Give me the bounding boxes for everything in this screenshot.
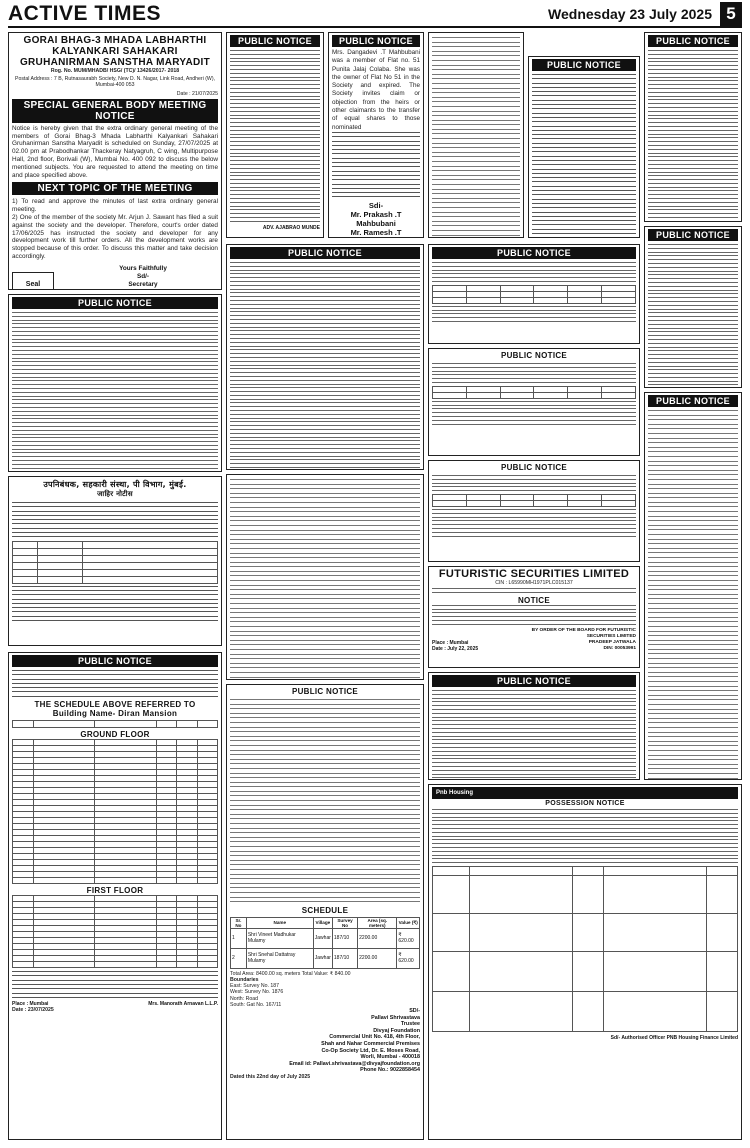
- shiv-sai-title: PUBLIC NOTICE: [432, 675, 636, 687]
- schedule-heading: THE SCHEDULE ABOVE REFERRED TO: [34, 700, 196, 710]
- public-notice-a-advocate: ADV. AJABRAO MUNDE: [262, 224, 320, 231]
- notice-lost-2-title: PUBLIC NOTICE: [500, 351, 568, 360]
- notice-lost-certificate-3: [428, 460, 640, 562]
- ctaglobal-text: [230, 262, 420, 470]
- shop-notice: [226, 474, 424, 680]
- schedule-total: Total Area: 8400.00 sq. meters Total Value: ₹ 840.00: [230, 970, 351, 977]
- schedule-header-row: [231, 917, 420, 928]
- futuristic-signoff: [432, 628, 636, 652]
- futuristic-cin: CIN : L65990MH1971PLC015137: [495, 580, 573, 586]
- table-row: [231, 948, 420, 968]
- society-title: GORAI BHAG-3 MHADA LABHARTHI KALYANKARI SAHAKARI GRUHANIRMAN SANSTHA MARYADIT: [19, 35, 211, 68]
- pnb-title: POSSESSION NOTICE: [545, 800, 625, 807]
- public-notice-c-title: PUBLIC NOTICE: [648, 35, 738, 47]
- shabana-text: [432, 37, 520, 238]
- next-topic-title: NEXT TOPIC OF THE MEETING: [12, 182, 218, 195]
- col-area: Area (sq. meters): [358, 917, 397, 928]
- public-notice-b-text: [532, 74, 636, 238]
- row1-name: Shri Vineet Madhukar Mulamy: [246, 928, 313, 948]
- pnb-table: [432, 866, 738, 1032]
- divyaj-addr-1: Commercial Unit No. 418, 4th Floor,: [329, 1034, 420, 1041]
- ctaglobal-title: PUBLIC NOTICE: [230, 247, 420, 259]
- futuristic-din: DIN: 00053991: [603, 645, 636, 651]
- row1-survey: 187/10: [332, 928, 357, 948]
- diran-date: Date : 23/07/2025: [12, 1007, 54, 1014]
- society-reg: Rog. No. MUM/MHADB/ HSG/ (TC)/ 13426/2017- 2018: [50, 68, 180, 74]
- society-meeting-notice: [8, 32, 222, 290]
- pnb-possession-notice: [428, 784, 742, 1140]
- diran-place: Place : Mumbai: [12, 1001, 49, 1008]
- divyaj-notice: [226, 684, 424, 1140]
- divyaj-trust: Divyaj Foundation: [373, 1027, 420, 1034]
- divyaj-dated: Dated this 22nd day of July 2025: [230, 1073, 311, 1080]
- shabana-notice: [428, 32, 524, 238]
- public-notice-e-text: [648, 244, 738, 388]
- marathi-notice: [8, 476, 222, 646]
- mahbubani-name-1: Mr. Prakash .T Mahbubani: [350, 209, 402, 228]
- society-seal: Seal: [12, 272, 54, 290]
- divyaj-sd: SD/-: [409, 1007, 420, 1014]
- mahbubani-notice: [328, 32, 424, 238]
- futuristic-date: Date : July 22, 2025: [432, 645, 479, 652]
- yours-faithfully: Yours Faithfully: [119, 264, 167, 272]
- issue-date: Wednesday 23 July 2025: [548, 6, 712, 22]
- public-notice-d-text: [12, 312, 218, 472]
- public-notice-e: [644, 226, 742, 388]
- notice-lost-3-table: [432, 494, 636, 507]
- divyaj-addr-2: Shah and Nahar Commercial Premises: [321, 1040, 420, 1047]
- masthead-right: [548, 2, 742, 26]
- shiv-sai-text: [432, 690, 636, 778]
- futuristic-notice-title: NOTICE: [517, 595, 551, 605]
- notice-lost-3-text-2: [432, 509, 636, 537]
- marathi-title: उपनिबंधक, सहकारी संस्था, पी विभाग, मुंबई.: [43, 480, 187, 489]
- first-floor-label: FIRST FLOOR: [86, 886, 144, 896]
- pnb-signer: Sd/- Authorised Officer PNB Housing Finance Limited: [610, 1034, 738, 1041]
- divyaj-signoff: [230, 1008, 420, 1074]
- futuristic-director: PRADEEP JATWALA: [588, 639, 636, 645]
- public-notice-f-title: PUBLIC NOTICE: [648, 395, 738, 407]
- society-address: Postal Address : 7 B, Rutnasaurabh Society, New D. N. Nagar, Link Road, Andheri (W), Mumbai-400 053: [14, 76, 215, 89]
- schedule-header-table: [12, 720, 218, 728]
- mahbubani-intro: Mrs. Dangadevi .T Mahbubani was a member of Flat no. 51 Punita Jalaj Colaba. She was the owner of Flat No 51 in the Society and expired. The Society invites claim or objection from the heirs or other claimants to the transfer of equal shares to those nominated: [332, 49, 420, 131]
- marathi-subtitle: जाहिर नोटीस: [97, 490, 133, 498]
- ground-floor-label: GROUND FLOOR: [80, 730, 150, 740]
- public-notice-a: [226, 32, 324, 238]
- secretary-label: Secretary: [128, 280, 158, 288]
- mahbubani-title: PUBLIC NOTICE: [332, 35, 420, 47]
- public-notice-d: [8, 294, 222, 472]
- notice-lost-certificate-2: [428, 348, 640, 456]
- divyaj-addr-3: Co-Op Society Ltd, Dr. E. Moses Road,: [321, 1047, 420, 1054]
- futuristic-notice: [428, 566, 640, 668]
- diran-notice-title: PUBLIC NOTICE: [12, 655, 218, 667]
- notice-lost-title: PUBLIC NOTICE: [432, 247, 636, 259]
- first-floor-table: [12, 895, 218, 968]
- special-meeting-title: SPECIAL GENERAL BODY MEETING NOTICE: [12, 99, 218, 123]
- public-notice-f: [644, 392, 742, 780]
- col-village: Village: [313, 917, 332, 928]
- page-number: 5: [720, 2, 742, 26]
- marathi-table: [12, 541, 218, 584]
- notice-lost-2-table: [432, 386, 636, 399]
- divyaj-phone: Phone No.: 9022858454: [360, 1067, 420, 1074]
- ctaglobal-notice: [226, 244, 424, 470]
- public-notice-b: [528, 56, 640, 238]
- pnb-text: [432, 809, 738, 863]
- divyaj-title: PUBLIC NOTICE: [291, 687, 359, 696]
- divyaj-email: Email id: Pallavi.shrivastava@divyajfoundation.org: [289, 1060, 420, 1067]
- futuristic-name: FUTURISTIC SECURITIES LIMITED: [438, 568, 630, 580]
- notice-lost-text: [432, 262, 636, 282]
- boundary-north: North: Road: [230, 995, 258, 1002]
- public-notice-d-title: PUBLIC NOTICE: [12, 297, 218, 309]
- row2-area: 2200.00: [358, 948, 397, 968]
- divyaj-text: [230, 699, 420, 902]
- diran-notice-text-2: [12, 971, 218, 998]
- boundary-west: West: Survey No. 1876: [230, 989, 284, 996]
- marathi-text-2: [12, 586, 218, 621]
- row1-area: 2200.00: [358, 928, 397, 948]
- schedule-title: SCHEDULE: [301, 905, 349, 915]
- row1-sr: 1: [231, 928, 247, 948]
- boundaries-title: Boundaries: [230, 976, 259, 983]
- newspaper-name: ACTIVE TIMES: [8, 2, 162, 25]
- diran-mansion-notice: [8, 652, 222, 1140]
- society-date: Date : 21/07/2025: [176, 90, 218, 97]
- masthead: [8, 2, 742, 28]
- notice-lost-certificate: [428, 244, 640, 344]
- public-notice-a-text: [230, 50, 320, 222]
- boundary-east: East: Survey No. 187: [230, 983, 280, 990]
- marathi-text: [12, 502, 218, 537]
- agenda-item-2: 2) One of the member of the society Mr. Arjun J. Sawant has filed a suit against the society and the developer. Therefore, court's order dated 17/06/2025 has instructed the society and developer for any development work till further orders. All the development works are stopped because of this order. To discuss this matter and take decision accordingly.: [12, 213, 218, 260]
- futuristic-address: [432, 588, 636, 593]
- diran-notice-text: [12, 670, 218, 697]
- row1-village: Jawhar: [313, 928, 332, 948]
- col-value: Value (₹): [397, 917, 420, 928]
- notice-lost-table: [432, 285, 636, 304]
- shiv-sai-notice: [428, 672, 640, 780]
- pnb-logo: Pnb Housing: [436, 790, 473, 796]
- futuristic-place-date: [432, 640, 478, 652]
- ground-floor-table: [12, 739, 218, 884]
- row2-sr: 2: [231, 948, 247, 968]
- row2-name: Shri Snehal Dattatray Mulamy: [246, 948, 313, 968]
- row1-value: ₹ 620.00: [397, 928, 420, 948]
- table-row: [231, 928, 420, 948]
- divyaj-signer-role: Trustee: [400, 1021, 420, 1028]
- society-signoff-row: [12, 265, 218, 290]
- notice-lost-text-2: [432, 306, 636, 322]
- notice-lost-3-text: [432, 475, 636, 491]
- pnb-header-bar: [432, 787, 738, 799]
- notice-lost-2-text: [432, 363, 636, 383]
- row2-value: ₹ 620.00: [397, 948, 420, 968]
- sd-mark: Sd/-: [136, 272, 150, 280]
- futuristic-signer: [526, 628, 636, 652]
- col-sr: Sr. No: [231, 917, 247, 928]
- diran-owner: Mrs. Manorath Arnavan L.L.P.: [148, 1001, 218, 1008]
- notice-lost-3-title: PUBLIC NOTICE: [500, 463, 568, 472]
- public-notice-c: [644, 32, 742, 222]
- col-name: Name: [246, 917, 313, 928]
- public-notice-b-title: PUBLIC NOTICE: [532, 59, 636, 71]
- col-survey: Survey No: [332, 917, 357, 928]
- mahbubani-sdi: Sdi-: [368, 200, 384, 210]
- public-notice-f-text: [648, 410, 738, 780]
- boundary-south: South: Gat No. 167/11: [230, 1001, 282, 1008]
- mahbubani-name-2: Mr. Ramesh .T: [350, 227, 402, 237]
- notice-lost-2-text-2: [432, 401, 636, 425]
- futuristic-place: Place : Mumbai: [432, 639, 469, 646]
- divyaj-addr-4: Worli, Mumbai - 400018: [360, 1054, 420, 1061]
- public-notice-e-title: PUBLIC NOTICE: [648, 229, 738, 241]
- public-notice-c-text: [648, 50, 738, 222]
- shop-notice-text: [230, 479, 420, 680]
- society-body: Notice is hereby given that the extra ordinary general meeting of the members of Gorai Bhag-3 Mhada Labharthi Kalyankari Sahakari Gruhanirman Sanstha Maryadit is scheduled on Sunday, 27/07/2025 at 02.00 pm at Prabodhankar Thackeray Natyagruh, C wing, Multipurpose Hall, 2nd floor, Borivali (W), Mumbai No. 400 092 to discuss the below mentioned subjects. You are requested to attend the meeting on time and place specified above.: [12, 124, 218, 179]
- public-notice-a-title: PUBLIC NOTICE: [230, 35, 320, 47]
- futuristic-by-order: BY ORDER OF THE BOARD FOR FUTURISTIC SECURITIES LIMITED: [531, 627, 636, 639]
- society-signoff: [68, 265, 218, 290]
- row2-survey: 187/10: [332, 948, 357, 968]
- divyaj-signer-name: Pallavi Shrivastava: [371, 1014, 420, 1021]
- schedule-table: [230, 917, 420, 969]
- agenda-item-1: 1) To read and approve the minutes of last extra ordinary general meeting.: [12, 198, 218, 214]
- mahbubani-text: [332, 132, 420, 197]
- futuristic-text: [432, 605, 636, 625]
- row2-village: Jawhar: [313, 948, 332, 968]
- society-signoff-name: [68, 289, 218, 290]
- building-name: Building Name- Diran Mansion: [52, 709, 178, 719]
